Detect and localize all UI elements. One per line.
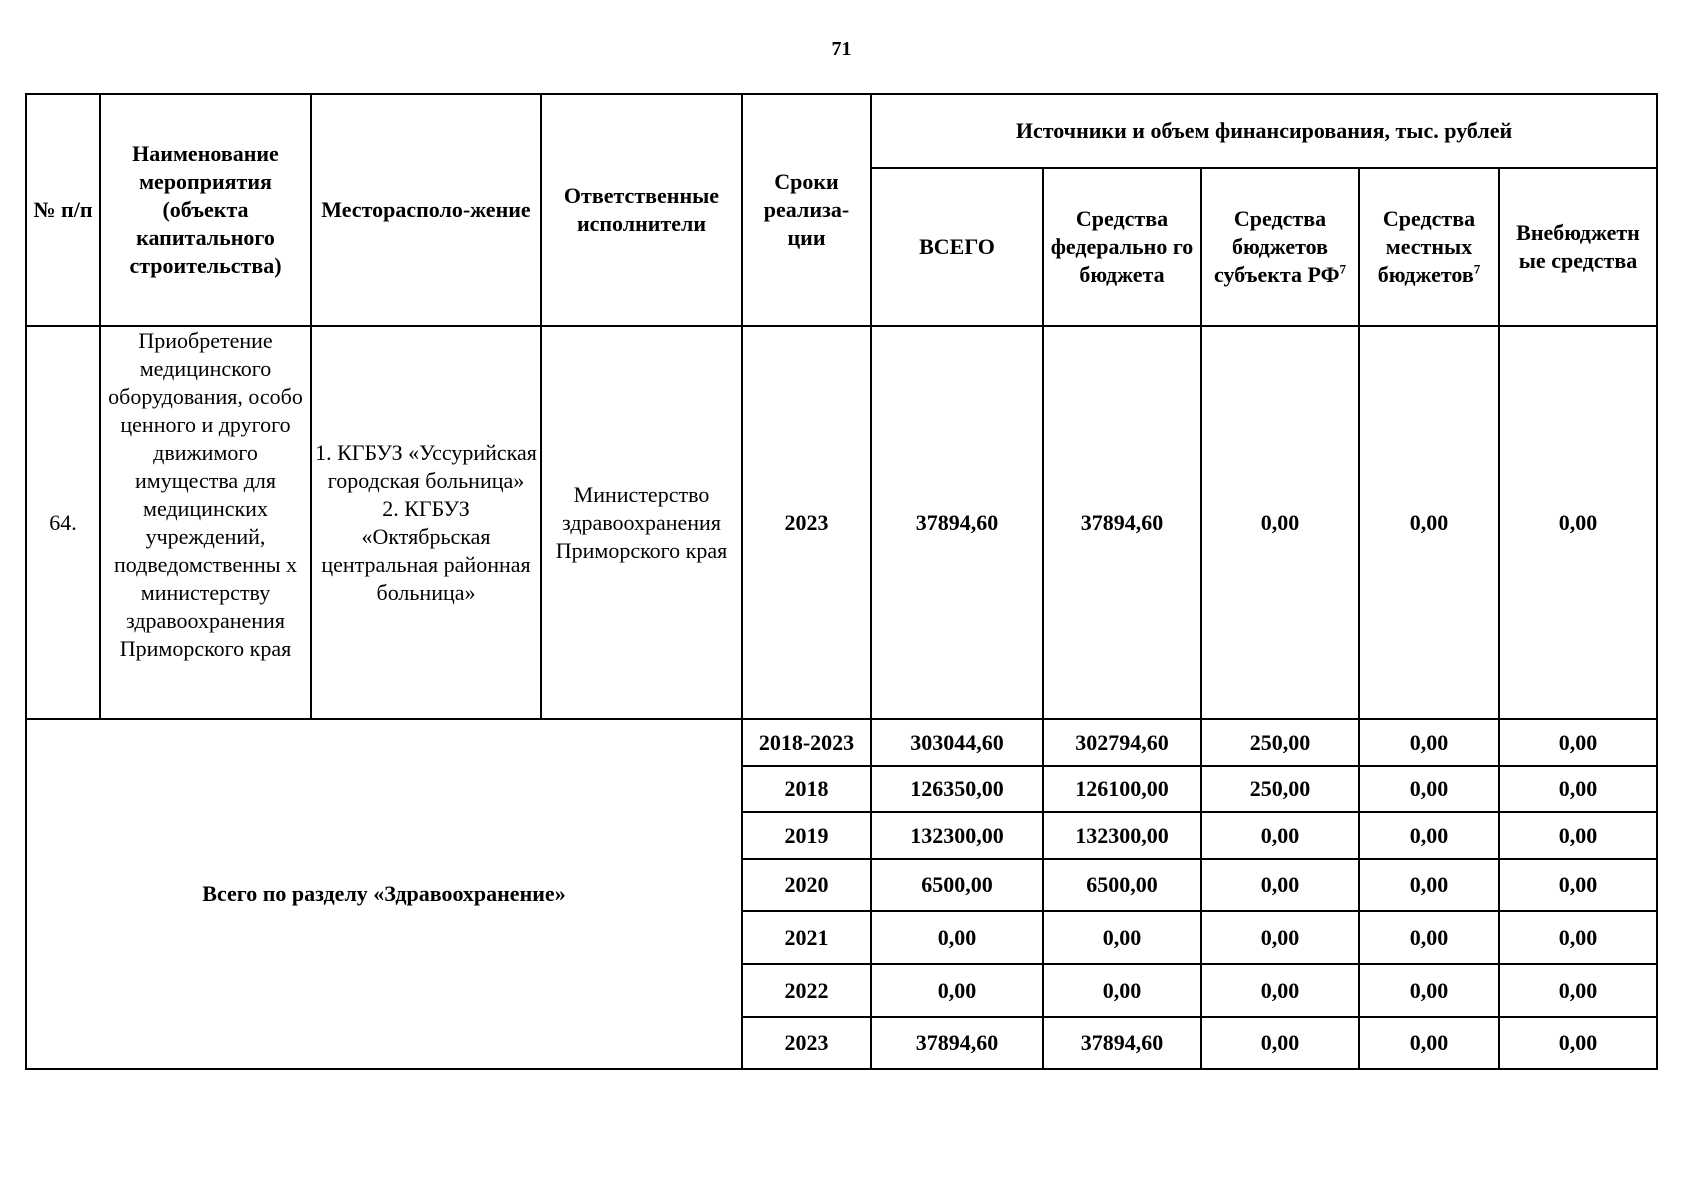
summary-federal: 37894,60	[1043, 1017, 1201, 1069]
summary-local: 0,00	[1359, 719, 1499, 766]
item-subject: 0,00	[1201, 326, 1359, 719]
summary-year: 2022	[742, 964, 871, 1017]
item-location-2: 2. КГБУЗ «Октябрьская центральная районная больница»	[321, 495, 531, 605]
item-local: 0,00	[1359, 326, 1499, 719]
summary-subject: 250,00	[1201, 766, 1359, 812]
header-subject-footnote: 7	[1339, 261, 1346, 277]
summary-extra: 0,00	[1499, 812, 1657, 859]
item-location	[311, 326, 541, 719]
item-extra: 0,00	[1499, 326, 1657, 719]
header-location: Месторасполо-жение	[311, 94, 541, 326]
item-num: 64.	[26, 326, 100, 719]
header-row-1	[26, 94, 1657, 168]
page-number: 71	[831, 38, 852, 60]
summary-label: Всего по разделу «Здравоохранение»	[26, 719, 742, 1069]
summary-year: 2018	[742, 766, 871, 812]
header-terms: Сроки реализа-ции	[742, 94, 871, 326]
header-responsible: Ответственные исполнители	[541, 94, 742, 326]
summary-year: 2018-2023	[742, 719, 871, 766]
summary-total: 37894,60	[871, 1017, 1043, 1069]
item-row	[26, 326, 1657, 719]
summary-total: 132300,00	[871, 812, 1043, 859]
summary-federal: 132300,00	[1043, 812, 1201, 859]
item-responsible: Министерство здравоохранения Приморского края	[541, 326, 742, 719]
header-total: ВСЕГО	[871, 168, 1043, 326]
summary-subject: 0,00	[1201, 911, 1359, 964]
summary-local: 0,00	[1359, 859, 1499, 911]
summary-total: 0,00	[871, 911, 1043, 964]
summary-subject: 0,00	[1201, 1017, 1359, 1069]
summary-extra: 0,00	[1499, 859, 1657, 911]
item-name: Приобретение медицинского оборудования, особо ценного и другого движимого имущества для медицинских учреждений, подведомственны х министерству здравоохранения Приморского края	[100, 326, 311, 719]
summary-extra: 0,00	[1499, 911, 1657, 964]
summary-subject: 250,00	[1201, 719, 1359, 766]
header-name: Наименование мероприятия (объекта капитального строительства)	[100, 94, 311, 326]
summary-federal: 302794,60	[1043, 719, 1201, 766]
item-total: 37894,60	[871, 326, 1043, 719]
header-subject	[1201, 168, 1359, 326]
item-location-1: 1. КГБУЗ «Уссурийская городская больница»	[315, 439, 537, 493]
item-federal: 37894,60	[1043, 326, 1201, 719]
header-subject-text: Средства бюджетов субъекта РФ	[1214, 206, 1340, 287]
summary-local: 0,00	[1359, 812, 1499, 859]
summary-local: 0,00	[1359, 911, 1499, 964]
header-federal: Средства федерально го бюджета	[1043, 168, 1201, 326]
header-funding-group: Источники и объем финансирования, тыс. рублей	[871, 94, 1657, 168]
summary-federal: 0,00	[1043, 911, 1201, 964]
summary-local: 0,00	[1359, 964, 1499, 1017]
summary-year: 2019	[742, 812, 871, 859]
summary-year: 2020	[742, 859, 871, 911]
summary-row	[26, 719, 1657, 766]
summary-local: 0,00	[1359, 1017, 1499, 1069]
summary-year: 2023	[742, 1017, 871, 1069]
summary-extra: 0,00	[1499, 766, 1657, 812]
summary-total: 303044,60	[871, 719, 1043, 766]
summary-federal: 6500,00	[1043, 859, 1201, 911]
header-num: № п/п	[26, 94, 100, 326]
header-local	[1359, 168, 1499, 326]
summary-total: 126350,00	[871, 766, 1043, 812]
summary-federal: 0,00	[1043, 964, 1201, 1017]
summary-year: 2021	[742, 911, 871, 964]
summary-local: 0,00	[1359, 766, 1499, 812]
summary-extra: 0,00	[1499, 719, 1657, 766]
header-local-footnote: 7	[1473, 261, 1481, 277]
header-extra: Внебюджетн ые средства	[1499, 168, 1657, 326]
summary-subject: 0,00	[1201, 859, 1359, 911]
summary-subject: 0,00	[1201, 964, 1359, 1017]
summary-extra: 0,00	[1499, 964, 1657, 1017]
financing-table	[25, 93, 1658, 1070]
header-local-text: Средства местных бюджетов	[1377, 206, 1476, 287]
summary-total: 0,00	[871, 964, 1043, 1017]
item-year: 2023	[742, 326, 871, 719]
summary-federal: 126100,00	[1043, 766, 1201, 812]
summary-subject: 0,00	[1201, 812, 1359, 859]
summary-total: 6500,00	[871, 859, 1043, 911]
summary-extra: 0,00	[1499, 1017, 1657, 1069]
